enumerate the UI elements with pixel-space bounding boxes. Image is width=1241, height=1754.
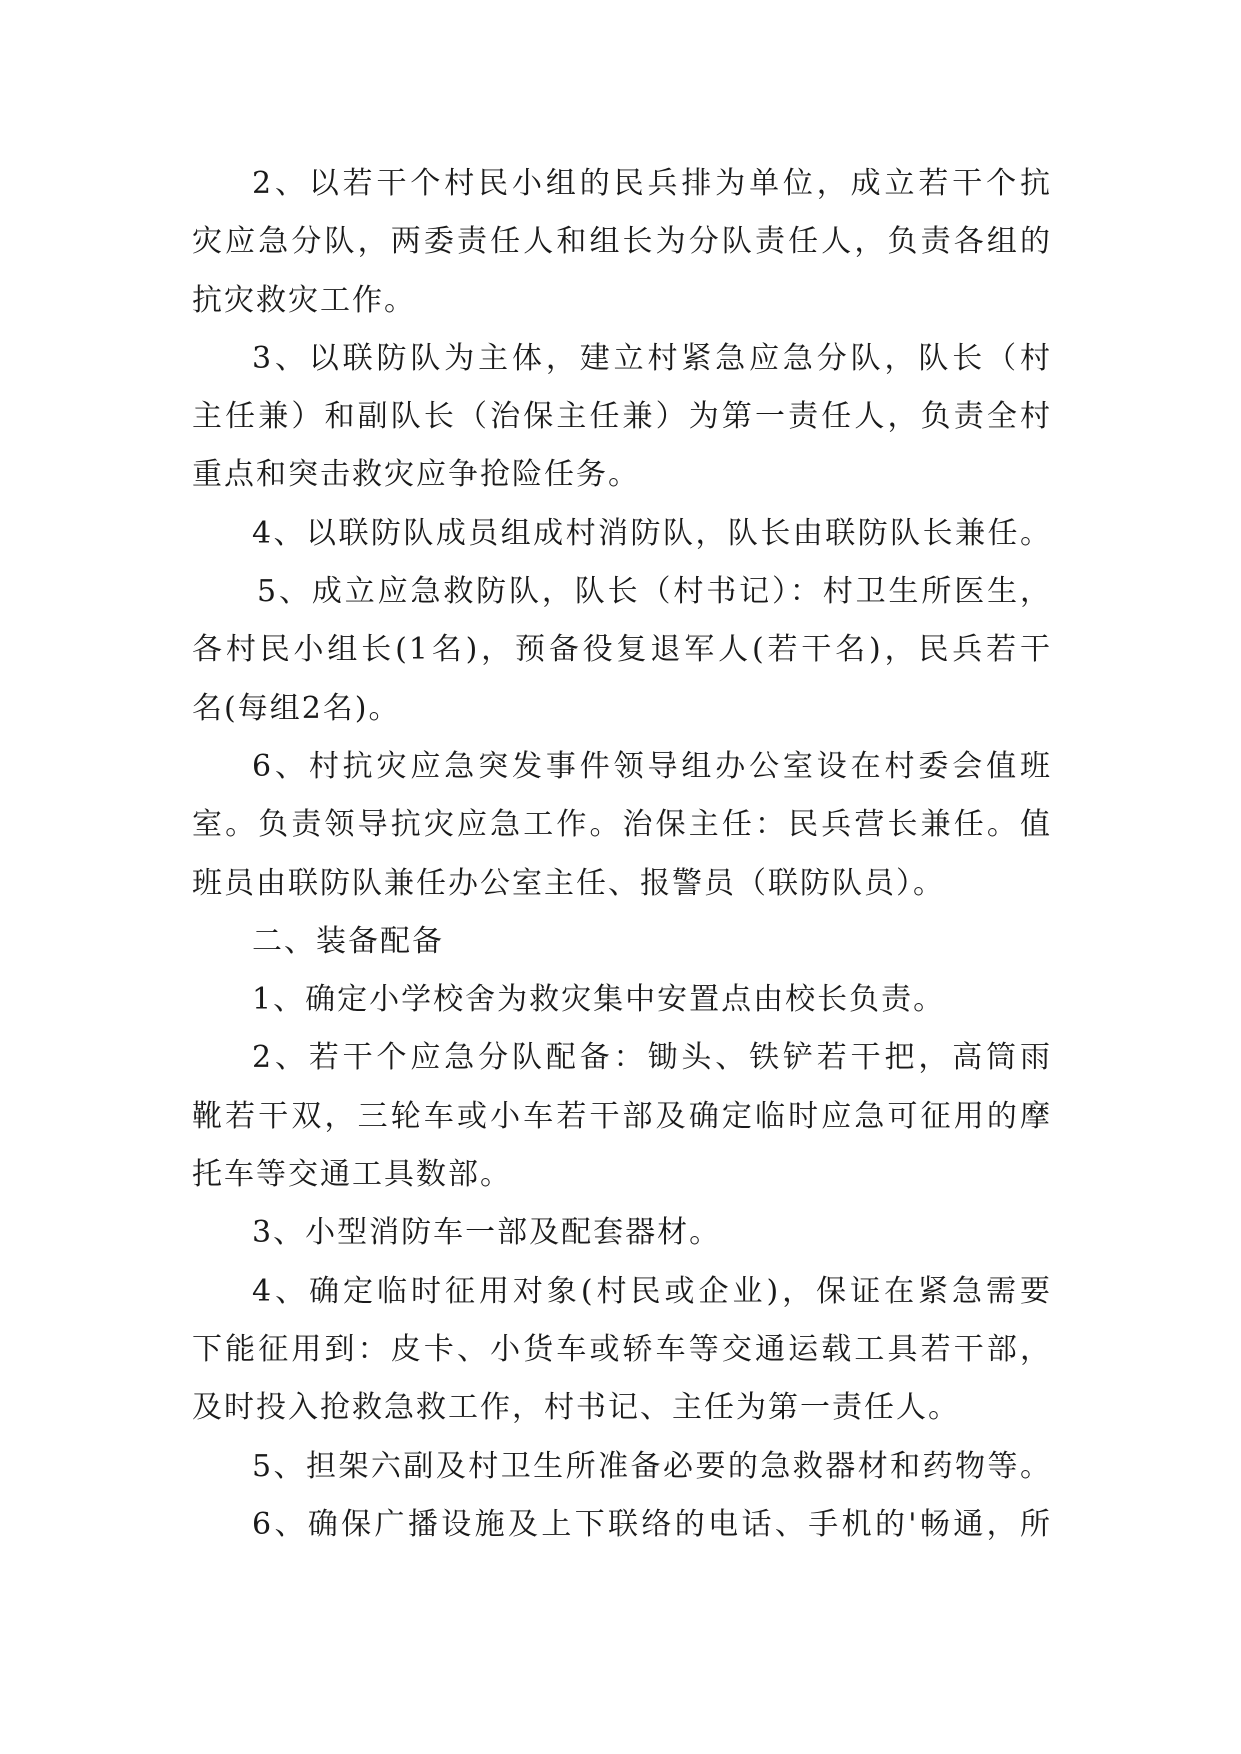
equipment-item-5-line-1: 5、担架六副及村卫生所准备必要的急救器材和药物等。 — [252, 1448, 1052, 1484]
paragraph-2-line-1: 2、以若干个村民小组的民兵排为单位，成立若干个抗 — [252, 166, 1052, 201]
equipment-item-4-line-3: 及时投入抢救急救工作，村书记、主任为第一责任人。 — [192, 1390, 960, 1426]
equipment-item-1-line-1: 1、确定小学校舍为救灾集中安置点由校长负责。 — [252, 982, 946, 1018]
paragraph-5-line-2: 各村民小组长(1名)，预备役复退军人(若干名)，民兵若干 — [192, 632, 1052, 668]
paragraph-2-line-2: 灾应急分队，两委责任人和组长为分队责任人，负责各组的 — [192, 224, 1052, 260]
equipment-item-2-line-1: 2、若干个应急分队配备：锄头、铁铲若干把，高筒雨 — [252, 1040, 1052, 1076]
paragraph-3-line-1: 3、以联防队为主体，建立村紧急应急分队，队长（村 — [252, 340, 1052, 376]
equipment-item-3-line-1: 3、小型消防车一部及配套器材。 — [252, 1215, 722, 1251]
paragraph-5-line-1: 5、成立应急救防队，队长（村书记）：村卫生所医生， — [257, 574, 1052, 610]
equipment-item-6-line-1: 6、确保广播设施及上下联络的电话、手机的'畅通，所 — [252, 1506, 1052, 1542]
document-body — [192, 155, 1052, 1554]
paragraph-6-line-1: 6、村抗灾应急突发事件领导组办公室设在村委会值班 — [252, 748, 1052, 784]
equipment-item-4-line-1: 4、确定临时征用对象(村民或企业)，保证在紧急需要 — [252, 1273, 1052, 1309]
equipment-item-4-line-2: 下能征用到：皮卡、小货车或轿车等交通运载工具若干部， — [192, 1331, 1052, 1367]
paragraph-6-line-2: 室。负责领导抗灾应急工作。治保主任：民兵营长兼任。值 — [192, 807, 1052, 843]
paragraph-3-line-3: 重点和突击救灾应争抢险任务。 — [192, 457, 640, 493]
paragraph-3-line-2: 主任兼）和副队长（治保主任兼）为第一责任人，负责全村 — [192, 399, 1052, 435]
equipment-item-2-line-3: 托车等交通工具数部。 — [192, 1157, 512, 1193]
equipment-item-2-line-2: 靴若干双，三轮车或小车若干部及确定临时应急可征用的摩 — [192, 1098, 1052, 1134]
paragraph-2-line-3: 抗灾救灾工作。 — [192, 282, 416, 318]
paragraph-4-line-1: 4、以联防队成员组成村消防队，队长由联防队长兼任。 — [252, 515, 1052, 551]
section-heading-equipment: 二、装备配备 — [252, 923, 444, 959]
paragraph-6-line-3: 班员由联防队兼任办公室主任、报警员（联防队员）。 — [192, 865, 945, 901]
paragraph-5-line-3: 名(每组2名)。 — [192, 690, 401, 726]
